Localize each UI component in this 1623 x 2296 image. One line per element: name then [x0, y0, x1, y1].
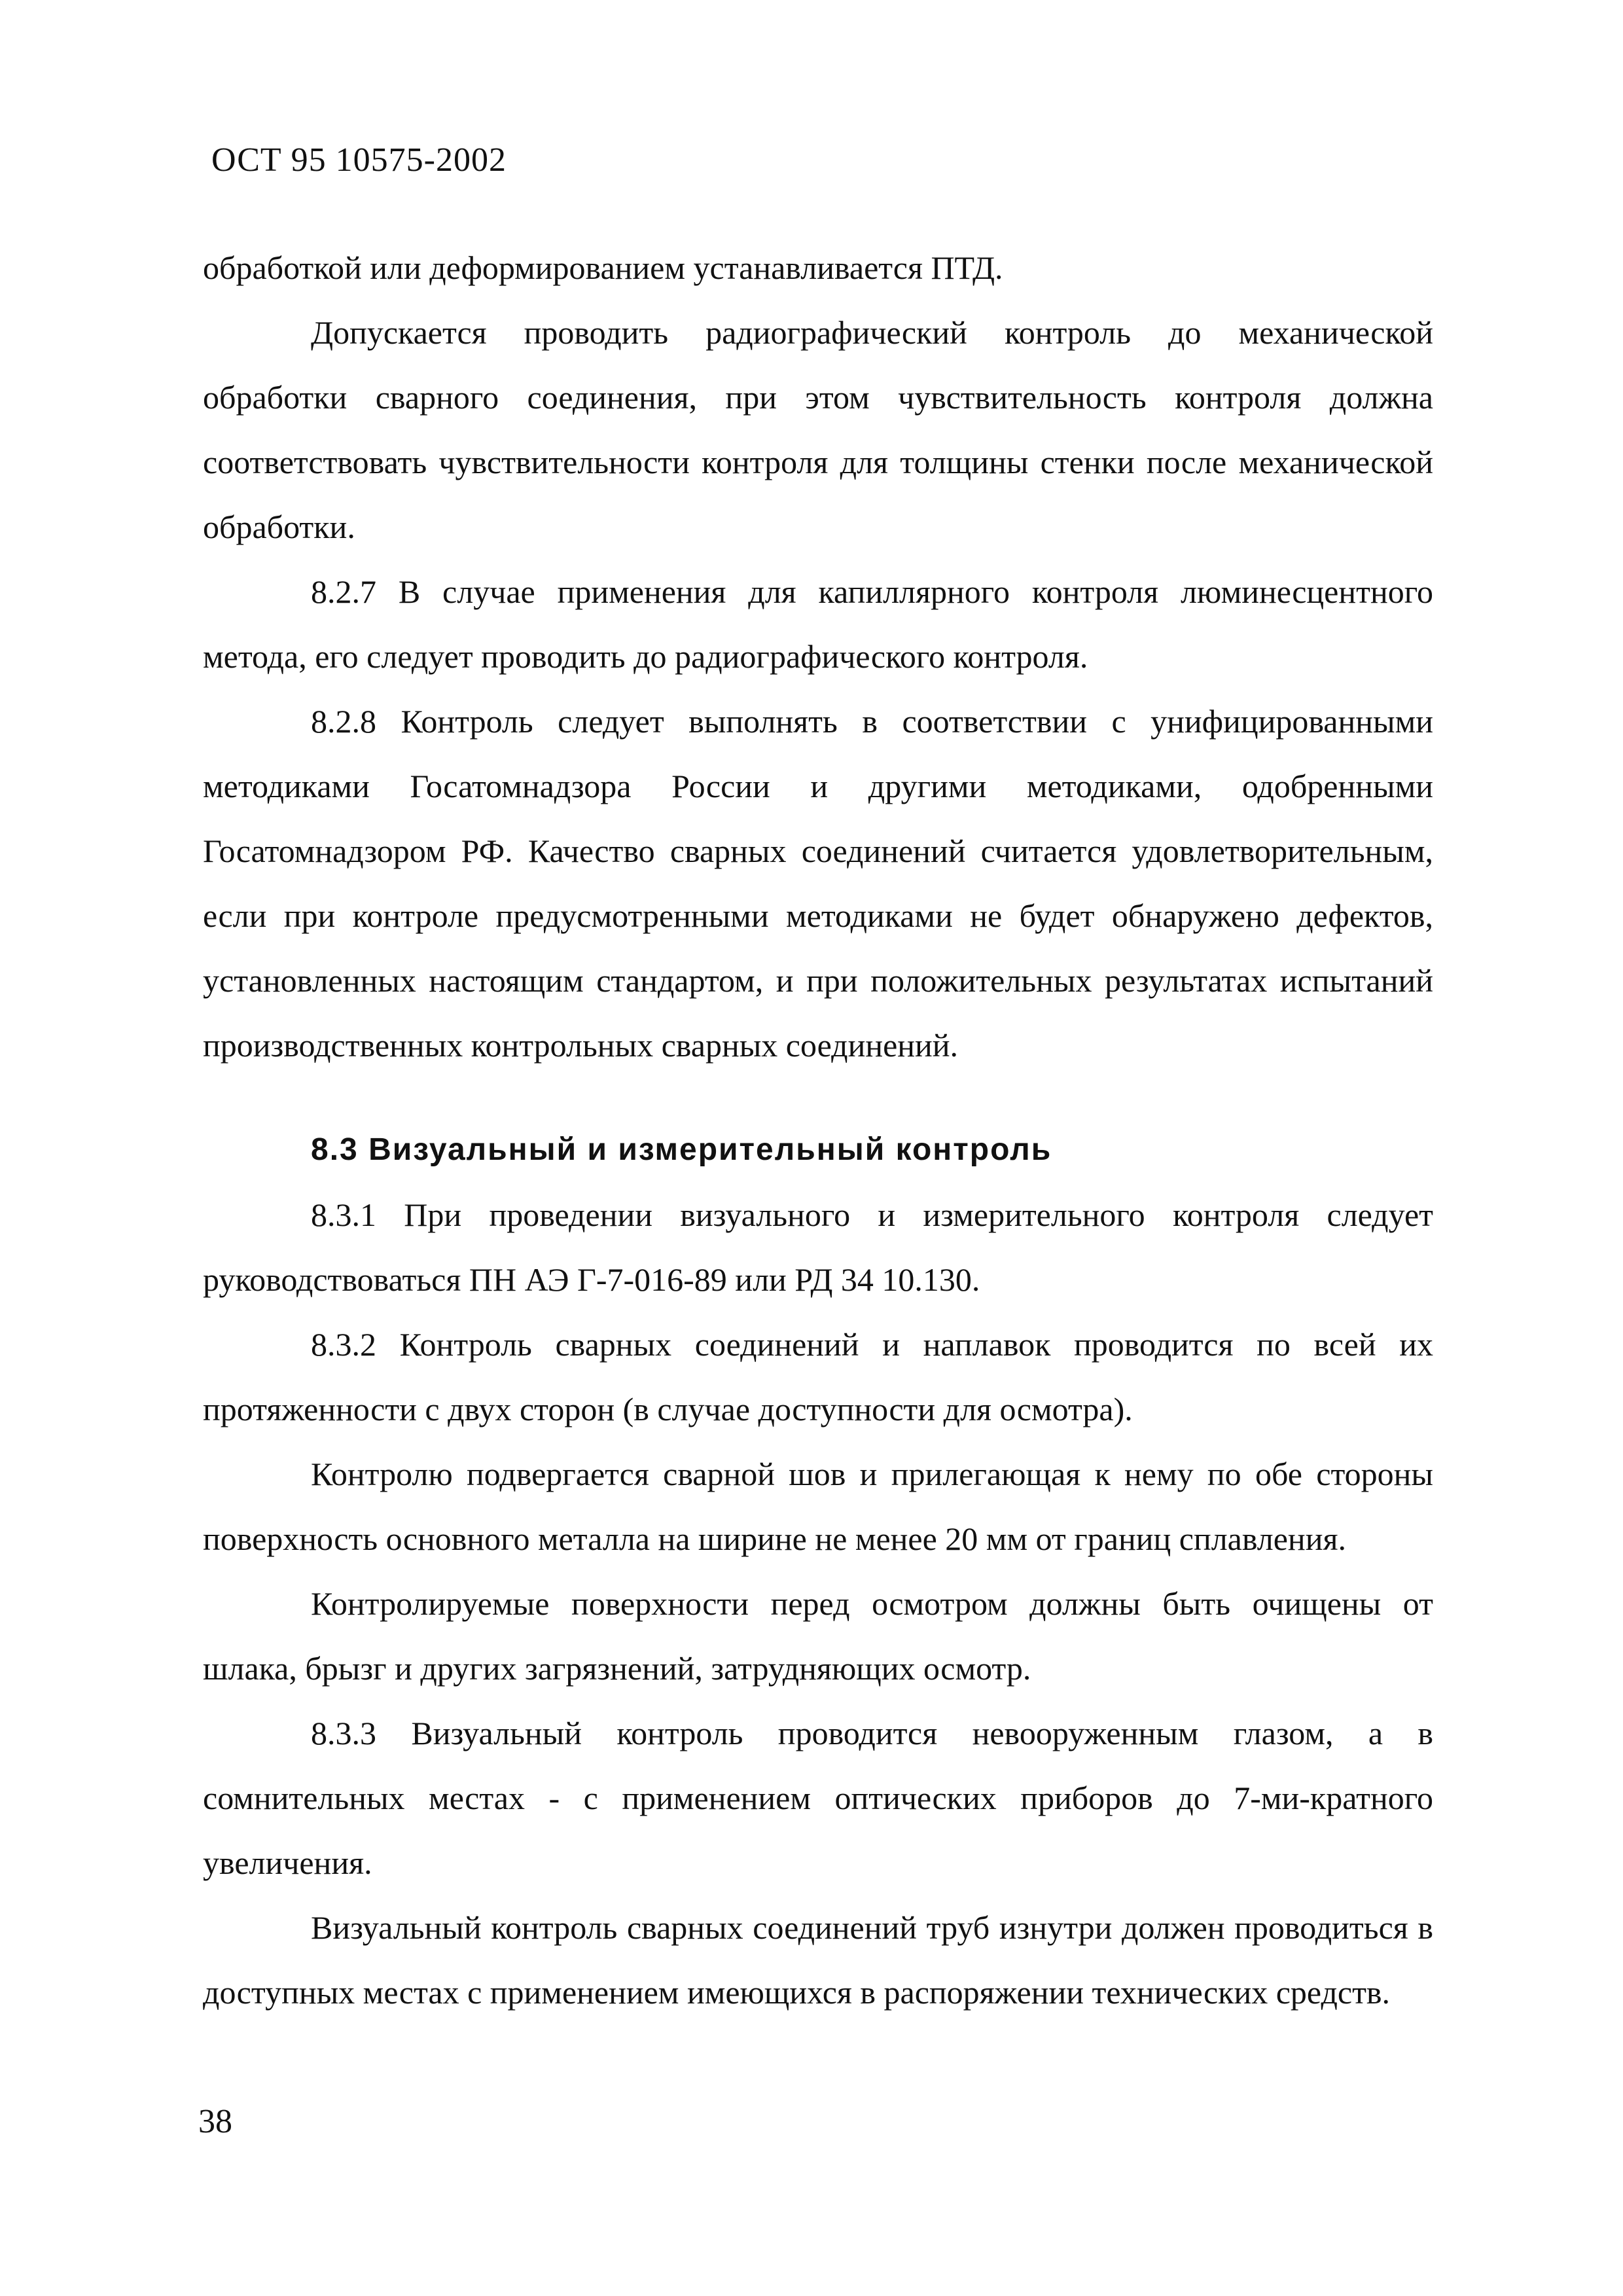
- paragraph-continuation: обработкой или деформированием устанавливается ПТД.: [203, 249, 1003, 286]
- paragraph-internal-inspection: Визуальный контроль сварных соединений труб изнутри должен проводиться в доступных местах с применением имеющихся в распоряжении технических средств.: [203, 1909, 1433, 2011]
- paragraph-surface-cleaning: Контролируемые поверхности перед осмотром должны быть очищены от шлака, брызг и других загрязнений, затрудняющих осмотр.: [203, 1585, 1433, 1687]
- paragraph-8-3-3: 8.3.3 Визуальный контроль проводится невооруженным глазом, а в сомнительных местах - с применением оптических приборов до 7-ми-кратного увеличения.: [203, 1715, 1433, 1881]
- paragraph-8-3-1: 8.3.1 При проведении визуального и измерительного контроля следует руководствоваться ПН АЭ Г-7-016-89 или РД 34 10.130.: [203, 1196, 1433, 1298]
- paragraph-8-3-2: 8.3.2 Контроль сварных соединений и наплавок проводится по всей их протяженности с двух сторон (в случае доступности для осмотра).: [203, 1326, 1433, 1427]
- document-code-header: ОСТ 95 10575-2002: [211, 141, 507, 179]
- paragraph-8-2-8: 8.2.8 Контроль следует выполнять в соответствии с унифицированными методиками Госатомнадзора России и другими методиками, одобренными Госатомнадзором РФ. Качество сварных соединений считается удовлетворительным, если при контроле предусмотренными методиками не будет обнаружено дефектов, установленных настоящим стандартом, и при положительных результатах испытаний производственных контрольных сварных соединений.: [203, 703, 1433, 1064]
- paragraph-radiographic-allowance: Допускается проводить радиографический контроль до механической обработки сварного соединения, при этом чувствительность контроля должна соответствовать чувствительности контроля для толщины стенки после механической обработки.: [203, 314, 1433, 545]
- page-number: 38: [198, 2103, 232, 2140]
- paragraph-weld-seam-zone: Контролю подвергается сварной шов и прилегающая к нему по обе стороны поверхность основного металла на ширине не менее 20 мм от границ сплавления.: [203, 1456, 1433, 1557]
- paragraph-8-2-7: 8.2.7 В случае применения для капиллярного контроля люминесцентного метода, его следует проводить до радиографического контроля.: [203, 573, 1433, 675]
- section-heading-8-3: 8.3 Визуальный и измерительный контроль: [311, 1132, 1052, 1167]
- body-text: [203, 236, 1433, 2025]
